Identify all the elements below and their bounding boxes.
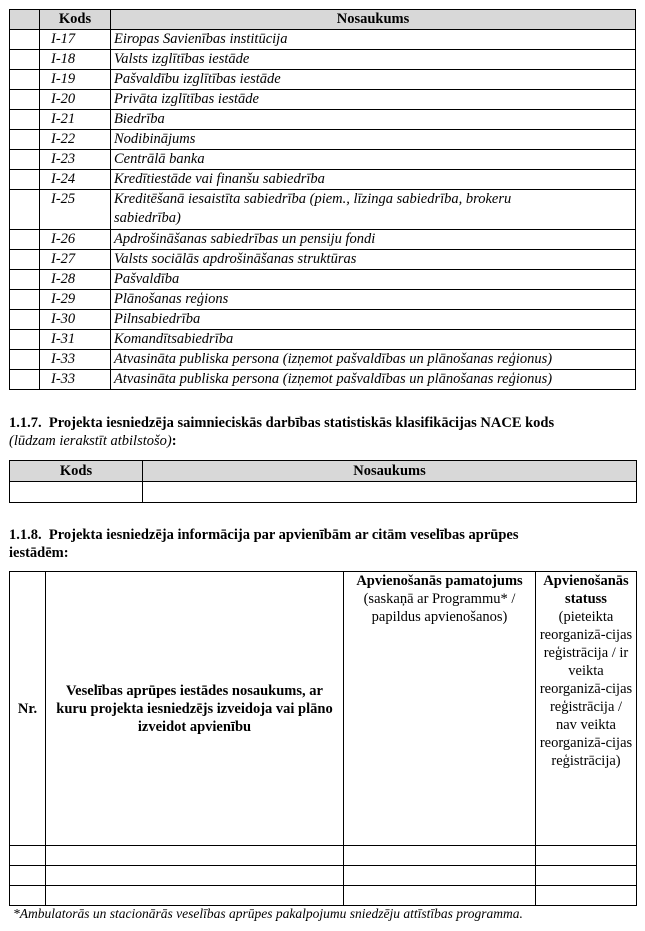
codes-row	[10, 270, 636, 290]
codes-row-blank	[10, 310, 40, 330]
nace-empty-row	[10, 482, 637, 503]
codes-row-blank	[10, 70, 40, 90]
codes-row-blank	[10, 110, 40, 130]
codes-row-name	[111, 130, 636, 150]
section-118-heading	[9, 526, 518, 544]
codes-row-name	[111, 310, 636, 330]
footnote: *Ambulatorās un stacionārās veselības aprūpes pakalpojumu sniedzēju attīstības programma.	[13, 906, 523, 921]
codes-row-name	[111, 70, 636, 90]
merger-header-status	[536, 572, 637, 846]
codes-row	[10, 170, 636, 190]
codes-row	[10, 150, 636, 170]
codes-row-code: I-33	[40, 370, 111, 390]
codes-row-name-text: Atvasināta publiska persona (izņemot pašvaldības un plānošanas reģionus)	[114, 371, 553, 387]
codes-row-name-text: Biedrība	[114, 111, 165, 127]
codes-header-row	[10, 10, 636, 30]
nace-table	[9, 460, 637, 503]
codes-row-name-text: Pašvaldību izglītības iestāde	[114, 71, 281, 87]
codes-row-name	[111, 330, 636, 350]
merger-cell[interactable]	[46, 846, 344, 866]
codes-row	[10, 30, 636, 50]
merger-header-name: Veselības aprūpes iestādes nosaukums, ar kuru projekta iesniedzējs izveidoja vai plāno izveidot apvienību	[46, 572, 344, 846]
codes-row	[10, 90, 636, 110]
codes-row-code: I-28	[40, 270, 111, 290]
codes-row-code: I-19	[40, 70, 111, 90]
codes-row-name-text: Plānošanas reģions	[114, 291, 229, 307]
codes-row-blank	[10, 50, 40, 70]
codes-row-name	[111, 250, 636, 270]
codes-row	[10, 50, 636, 70]
codes-row-name	[111, 150, 636, 170]
codes-row-name	[111, 50, 636, 70]
merger-header-row	[10, 572, 637, 846]
merger-cell[interactable]	[46, 886, 344, 906]
codes-row-name	[111, 190, 636, 230]
codes-row-name	[111, 290, 636, 310]
codes-header-kods: Kods	[40, 10, 111, 30]
codes-row-name	[111, 90, 636, 110]
merger-cell[interactable]	[536, 866, 637, 886]
codes-row	[10, 250, 636, 270]
merger-cell[interactable]	[10, 886, 46, 906]
section-117-heading	[9, 414, 645, 432]
merger-cell[interactable]	[46, 866, 344, 886]
codes-row	[10, 290, 636, 310]
merger-header-status-bold: Apvienošanās statuss	[543, 573, 629, 607]
nace-code-cell[interactable]	[10, 482, 143, 503]
merger-header-nr: Nr.	[10, 572, 46, 846]
codes-row-blank	[10, 170, 40, 190]
merger-header-status-rest: (pieteikta reorganizā-cijas reģistrācija / ir veikta reorganizā-cijas reģistrācija / nav veikta reorganizā-cijas reģistrācija)	[539, 609, 633, 769]
codes-row-name	[111, 270, 636, 290]
codes-row-blank	[10, 370, 40, 390]
merger-empty-row	[10, 866, 637, 886]
nace-header-row	[10, 461, 637, 482]
codes-row-code: I-27	[40, 250, 111, 270]
section-117-title: Projekta iesniedzēja saimnieciskās darbības statistiskās klasifikācijas NACE kods	[48, 415, 555, 431]
codes-row-name	[111, 370, 636, 390]
codes-row	[10, 130, 636, 150]
codes-row-name	[111, 110, 636, 130]
section-118-number: 1.1.8.	[9, 527, 42, 543]
section-118-title: Projekta iesniedzēja informācija par apvienībām ar citām veselības aprūpes	[48, 527, 519, 543]
codes-row-blank	[10, 350, 40, 370]
codes-row-code: I-23	[40, 150, 111, 170]
merger-empty-row	[10, 846, 637, 866]
section-117-note-suffix: :	[171, 433, 177, 449]
merger-cell[interactable]	[344, 866, 536, 886]
codes-row-name-text: Kreditēšanā iesaistīta sabiedrība (piem., līzinga sabiedrība, brokeru	[114, 191, 512, 207]
merger-header-basis-bold: Apvienošanās pamatojums	[356, 573, 523, 589]
merger-cell[interactable]	[536, 886, 637, 906]
institution-codes-table	[9, 9, 636, 390]
codes-row-name-text: Atvasināta publiska persona (izņemot pašvaldības un plānošanas reģionus)	[114, 351, 553, 367]
merger-table	[9, 571, 637, 906]
codes-row	[10, 330, 636, 350]
codes-row-name-text: Apdrošināšanas sabiedrības un pensiju fondi	[114, 231, 376, 247]
codes-row-blank	[10, 30, 40, 50]
codes-row-name-text: Kredītiestāde vai finanšu sabiedrība	[114, 171, 325, 187]
codes-row-name-text-line2: sabiedrība)	[114, 210, 181, 226]
codes-row-blank	[10, 250, 40, 270]
codes-header-blank	[10, 10, 40, 30]
codes-row-blank	[10, 90, 40, 110]
codes-row	[10, 350, 636, 370]
codes-row-name-text: Eiropas Savienības institūcija	[114, 31, 288, 47]
codes-row	[10, 370, 636, 390]
codes-row	[10, 110, 636, 130]
codes-row-name-text: Valsts sociālās apdrošināšanas struktūras	[114, 251, 357, 267]
codes-row-blank	[10, 270, 40, 290]
codes-row-name-text: Privāta izglītības iestāde	[114, 91, 259, 107]
codes-row-code: I-33	[40, 350, 111, 370]
codes-row-name	[111, 30, 636, 50]
codes-row-name	[111, 170, 636, 190]
nace-header-kods: Kods	[10, 461, 143, 482]
codes-row-name-text: Komandītsabiedrība	[114, 331, 234, 347]
codes-row-blank	[10, 130, 40, 150]
codes-row-blank	[10, 150, 40, 170]
section-118-heading-line2	[9, 544, 69, 562]
codes-row-blank	[10, 230, 40, 250]
codes-row-name-text: Pilnsabiedrība	[114, 311, 201, 327]
nace-header-nosaukums: Nosaukums	[143, 461, 637, 482]
codes-row-code: I-30	[40, 310, 111, 330]
merger-cell[interactable]	[10, 866, 46, 886]
codes-row	[10, 310, 636, 330]
section-118-title-line2: iestādēm:	[9, 545, 69, 561]
codes-row-blank	[10, 190, 40, 230]
codes-row-blank	[10, 330, 40, 350]
merger-cell[interactable]	[536, 846, 637, 866]
codes-row-blank	[10, 290, 40, 310]
codes-row	[10, 70, 636, 90]
codes-row-code: I-24	[40, 170, 111, 190]
codes-row-name-text: Pašvaldība	[114, 271, 180, 287]
codes-row-code: I-22	[40, 130, 111, 150]
codes-row	[10, 190, 636, 230]
codes-row-code: I-18	[40, 50, 111, 70]
codes-row-code: I-31	[40, 330, 111, 350]
merger-cell[interactable]	[344, 886, 536, 906]
merger-empty-row	[10, 886, 637, 906]
merger-cell[interactable]	[10, 846, 46, 866]
codes-row-name	[111, 350, 636, 370]
section-117-note-line	[9, 432, 177, 450]
merger-header-basis	[344, 572, 536, 846]
codes-row-name-text: Centrālā banka	[114, 151, 205, 167]
section-117-note: (lūdzam ierakstīt atbilstošo)	[9, 433, 172, 449]
codes-row-name-text: Valsts izglītības iestāde	[114, 51, 250, 67]
section-117-number: 1.1.7.	[9, 415, 42, 431]
codes-row-code: I-26	[40, 230, 111, 250]
codes-row-code: I-17	[40, 30, 111, 50]
codes-row-code: I-20	[40, 90, 111, 110]
codes-row	[10, 230, 636, 250]
codes-row-code: I-29	[40, 290, 111, 310]
codes-body	[10, 30, 636, 390]
codes-header-nosaukums: Nosaukums	[111, 10, 636, 30]
merger-header-basis-rest: (saskaņā ar Programmu* / papildus apvienošanos)	[363, 591, 516, 625]
nace-name-cell[interactable]	[143, 482, 637, 503]
codes-row-name-text: Nodibinājums	[114, 131, 196, 147]
codes-row-code: I-25	[40, 190, 111, 230]
codes-row-name	[111, 230, 636, 250]
codes-row-code: I-21	[40, 110, 111, 130]
merger-cell[interactable]	[344, 846, 536, 866]
